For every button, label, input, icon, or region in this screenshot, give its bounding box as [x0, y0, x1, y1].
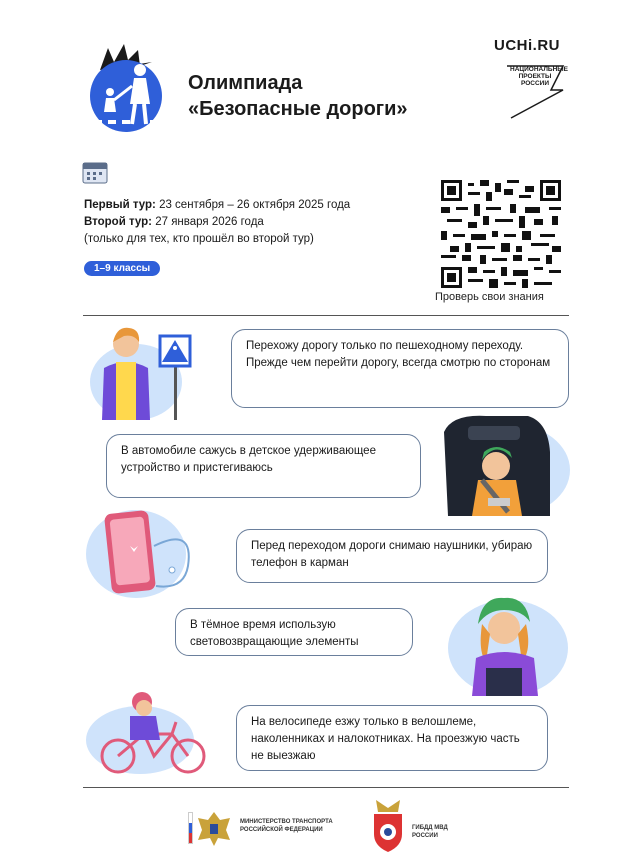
pedestrian-boy-illustration [84, 320, 204, 420]
brand-logo: UCHi.RU [494, 37, 560, 54]
ministry-name: МИНИСТЕРСТВО ТРАНСПОРТА РОССИЙСКОЙ ФЕДЕРАЦИИ [240, 819, 333, 833]
bicycle-girl-illustration [84, 686, 214, 776]
gibdd-name: ГИБДД МВД РОССИИ [412, 825, 448, 839]
calendar-icon [82, 160, 108, 184]
rule-bubble-1: Перехожу дорогу только по пешеходному переходу. Прежде чем перейти дорогу, всегда смотрю по сторонам [231, 329, 569, 408]
olympiad-logo [80, 40, 172, 132]
divider-bottom [83, 787, 569, 788]
schedule [84, 197, 424, 248]
national-projects-text: НАЦИОНАЛЬНЫЕ ПРОЕКТЫ РОССИИ [510, 66, 568, 87]
car-seat-girl-illustration [438, 412, 570, 518]
divider-top [83, 315, 569, 316]
flag-stripe [188, 812, 193, 844]
qr-caption: Проверь свои знания [435, 291, 544, 303]
second-round: Второй тур: 27 января 2026 года [84, 216, 264, 228]
second-round-note: (только для тех, кто прошёл во второй тур) [84, 233, 314, 245]
ministry-emblem [194, 808, 234, 848]
gibdd-emblem [368, 798, 408, 854]
rule-bubble-4: В тёмное время использую световозвращающие элементы [175, 608, 413, 656]
qr-code[interactable] [441, 180, 561, 288]
first-round: Первый тур: 23 сентября – 26 октября 2025 года [84, 199, 351, 211]
grades-badge: 1–9 классы [84, 261, 160, 276]
page-title [188, 70, 408, 122]
title-line-2: «Безопасные дороги» [188, 98, 408, 120]
rule-bubble-5: На велосипеде езжу только в велошлеме, наколенниках и налокотниках. На проезжую часть не выезжаю [236, 705, 548, 771]
rule-bubble-3: Перед переходом дороги снимаю наушники, убираю телефон в карман [236, 529, 548, 583]
phone-headphones-illustration [84, 506, 214, 602]
rule-bubble-2: В автомобиле сажусь в детское удерживающее устройство и пристегиваюсь [106, 434, 421, 498]
title-line-1: Олимпиада [188, 72, 303, 94]
reflective-girl-illustration [442, 588, 570, 698]
